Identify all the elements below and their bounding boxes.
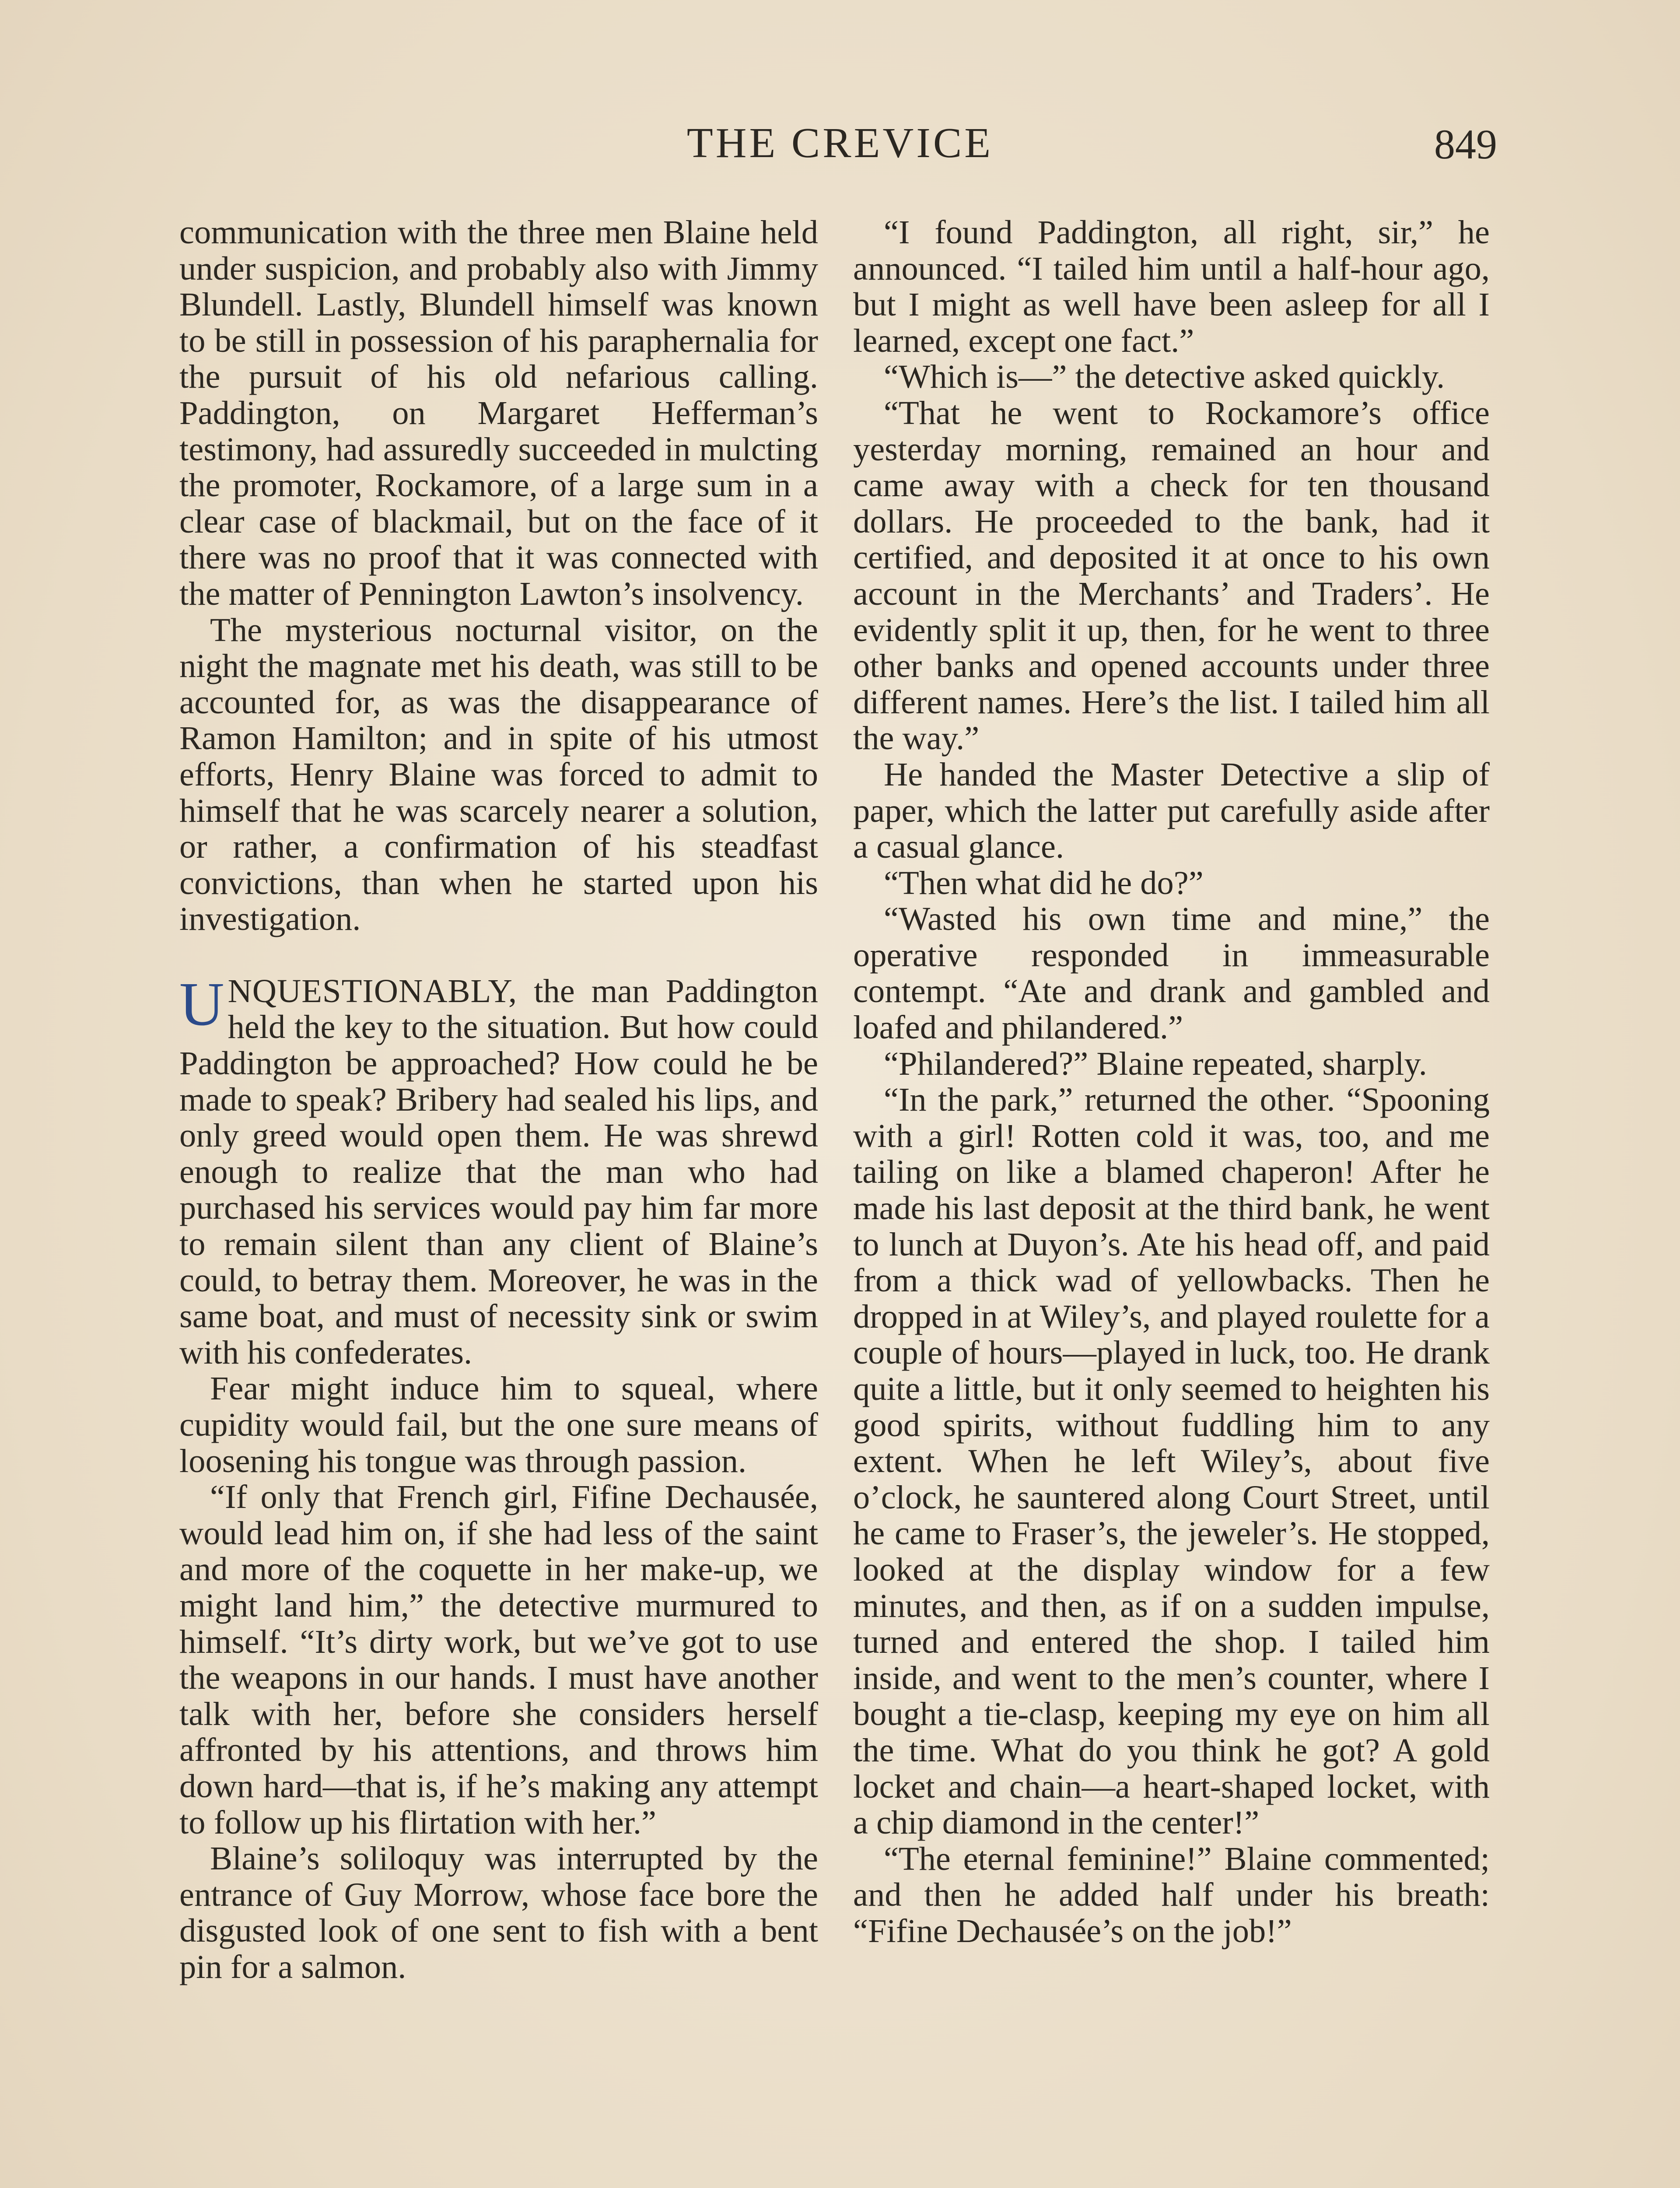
- paragraph: “I found Paddington, all right, sir,” he announced. “I tailed him until a half-hour ago, but I might as well have been asleep for all I learned, except one fact.”: [853, 214, 1490, 359]
- right-column: [853, 214, 1490, 1950]
- paragraph: The mysterious nocturnal visitor, on the night the magnate met his death, was still to be accounted for, as was the disappearance of Ramon Hamilton; and in spite of his utmost efforts, Henry Blaine was forced to admit to himself that he was scarcely nearer a solution, or rather, a confirmation of his steadfast convictions, than when he started upon his investigation.: [179, 611, 818, 938]
- drop-cap: U: [179, 969, 224, 1038]
- paragraph: “If only that French girl, Fifine Dechausée, would lead him on, if she had less of the saint and more of the coquette in her make-up, we might land him,” the detective murmured to himself. “It’s dirty work, but we’ve got to use the weapons in our hands. I must have another talk with her, before she considers herself affronted by his attentions, and throws him down hard—that is, if he’s making any attempt to follow up his flirtation with her.”: [179, 1478, 818, 1841]
- running-title: THE CREVICE: [686, 119, 994, 167]
- paragraph: communication with the three men Blaine held under suspicion, and probably also with Jimmy Blundell. Lastly, Blundell himself was known to be still in possession of his paraphernalia for the pursuit of his old nefarious calling. Paddington, on Margaret Hefferman’s testimony, had assuredly succeeded in mulcting the promoter, Rockamore, of a large sum in a clear case of blackmail, but on the face of it there was no proof that it was connected with the matter of Pennington Lawton’s insolvency.: [179, 214, 818, 612]
- paragraph: Blaine’s soliloquy was interrupted by the entrance of Guy Morrow, whose face bore the disgusted look of one sent to fish with a bent pin for a salmon.: [179, 1840, 818, 1985]
- paragraph: “Wasted his own time and mine,” the operative responded in immeasurable contempt. “Ate and drank and gambled and loafed and philandered.”: [853, 900, 1490, 1046]
- page-number: 849: [1434, 121, 1497, 168]
- paragraph: “The eternal feminine!” Blaine commented; and then he added half under his breath: “Fifine Dechausée’s on the job!”: [853, 1840, 1490, 1950]
- paragraph-text: the man Paddington held the key to the situation. But how could Paddington be approached? How could he be made to speak? Bribery had sealed his lips, and only greed would open them. He was shrewd enough to realize that the man who had purchased his services would pay him far more to remain silent than any client of Blaine’s could, to betray them. Moreover, he was in the same boat, and must of necessity sink or swim with his confederates.: [179, 972, 818, 1371]
- paragraph: “Philandered?” Blaine repeated, sharply.: [884, 1045, 1427, 1082]
- paragraph: “Which is—” the detective asked quickly.: [884, 358, 1445, 396]
- paragraph: “That he went to Rockamore’s office yesterday morning, remained an hour and came away with a check for ten thousand dollars. He proceeded to the bank, had it certified, and deposited it at once to his own account in the Merchants’ and Traders’. He evidently split it up, then, for he went to three other banks and opened accounts under three different names. Here’s the list. I tailed him all the way.”: [853, 394, 1490, 757]
- section-paragraph: [179, 969, 818, 1371]
- paragraph: Fear might induce him to squeal, where cupidity would fail, but the one sure means of loosening his tongue was through passion.: [179, 1370, 818, 1480]
- left-column: [179, 214, 818, 1985]
- paragraph: He handed the Master Detective a slip of paper, which the latter put carefully aside after a casual glance.: [853, 755, 1490, 866]
- lead-word: NQUESTIONABLY,: [228, 972, 518, 1010]
- paragraph: “In the park,” returned the other. “Spooning with a girl! Rotten cold it was, too, and me tailing on like a blamed chaperon! After he made his last deposit at the third bank, he went to lunch at Duyon’s. Ate his head off, and paid from a thick wad of yellowbacks. Then he dropped in at Wiley’s, and played roulette for a couple of hours—played in luck, too. He drank quite a little, but it only seemed to heighten his good spirits, without fuddling him to any extent. When he left Wiley’s, about five o’clock, he sauntered along Court Street, until he came to Fraser’s, the jeweler’s. He stopped, looked at the display window for a few minutes, and then, as if on a sudden impulse, turned and entered the shop. I tailed him inside, and went to the men’s counter, where I bought a tie-clasp, keeping my eye on him all the time. What do you think he got? A gold locket and chain—a heart-shaped locket, with a chip diamond in the center!”: [853, 1081, 1490, 1841]
- paragraph: “Then what did he do?”: [884, 864, 1204, 901]
